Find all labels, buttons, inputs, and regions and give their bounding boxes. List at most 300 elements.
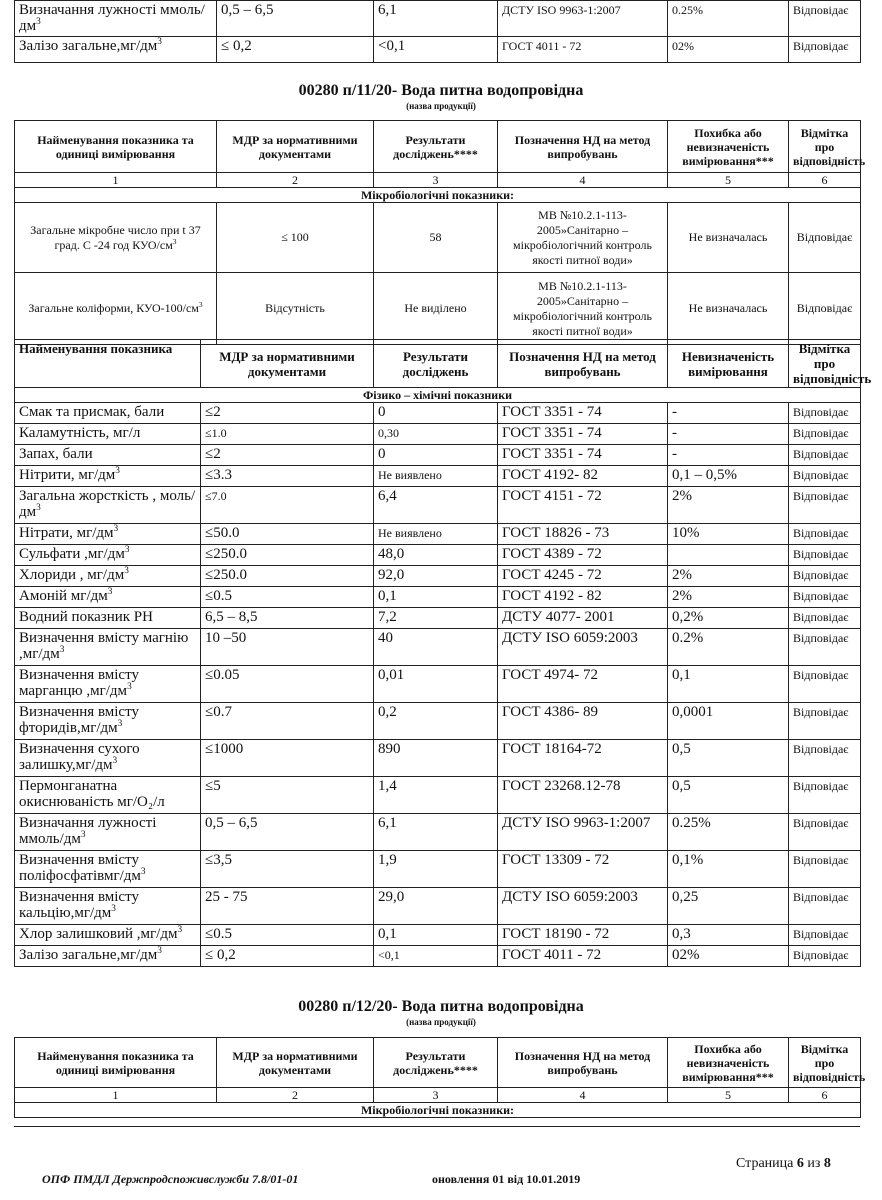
result-value — [374, 37, 498, 63]
page-counter — [736, 1156, 831, 1172]
indicator-name-text: Загальне коліформи, КУО-100/см — [28, 301, 199, 315]
result-value-text: 92,0 — [378, 567, 405, 583]
result-value — [374, 777, 498, 814]
conformity-mark — [789, 888, 861, 925]
uncertainty-value — [668, 946, 789, 967]
result-value-text: 7,2 — [378, 609, 397, 625]
indicator-name — [15, 703, 201, 740]
mdr-value-text: 10 –50 — [205, 630, 247, 646]
method-standard — [498, 851, 668, 888]
table-row — [15, 851, 861, 888]
uncertainty-value-text: 2% — [672, 588, 692, 604]
method-standard-text: ГОСТ 4974- 72 — [502, 667, 598, 683]
conformity-mark-text: Відповідає — [793, 426, 849, 440]
uncertainty-value-text: 0,5 — [672, 778, 691, 794]
method-standard — [498, 629, 668, 666]
result-value — [374, 524, 498, 545]
method-standard-text: ГОСТ 4011 - 72 — [502, 947, 602, 963]
indicator-name — [15, 524, 201, 545]
header-name: Найменування показника та одиниці вимірювання — [15, 121, 217, 173]
method-standard-text: ГОСТ 4245 - 72 — [502, 567, 602, 583]
indicator-name — [15, 487, 201, 524]
unit-exponent: 3 — [112, 756, 118, 766]
mdr-value — [217, 37, 374, 63]
result-value — [374, 424, 498, 445]
mdr-value-text: ≤0.7 — [205, 704, 232, 720]
indicator-name-text: Залізо загальне,мг/дм — [19, 947, 158, 963]
indicator-name-text: Смак та присмак, бали — [19, 404, 165, 420]
table-row — [15, 777, 861, 814]
method-standard — [498, 888, 668, 925]
header-results: Результати досліджень**** — [374, 1038, 498, 1088]
method-standard-text: ДСТУ ISO 6059:2003 — [502, 889, 638, 905]
mdr-value-text: ≤ 0,2 — [221, 38, 252, 54]
mdr-value — [201, 740, 374, 777]
table-row — [15, 203, 861, 273]
mdr-value — [201, 851, 374, 888]
mdr-value — [201, 424, 374, 445]
conformity-mark — [789, 946, 861, 967]
mdr-value-text: 0,5 – 6,5 — [205, 815, 258, 831]
uncertainty-value-text: - — [672, 425, 677, 441]
uncertainty-value-text: 2% — [672, 567, 692, 583]
uncertainty-value-text: 0,5 — [672, 741, 691, 757]
conformity-mark-text: Відповідає — [793, 39, 849, 53]
uncertainty-value — [668, 273, 789, 345]
mdr-value — [201, 629, 374, 666]
mdr-value — [201, 403, 374, 424]
conformity-mark — [789, 566, 861, 587]
mdr-value — [201, 566, 374, 587]
table-row — [15, 703, 861, 740]
uncertainty-value — [668, 666, 789, 703]
indicator-name-text: Загальне мікробне число при t 37 град. С -24 год КУО/см — [30, 222, 201, 252]
col-number: 3 — [374, 173, 498, 188]
mdr-value-text: 6,5 – 8,5 — [205, 609, 258, 625]
result-value — [374, 203, 498, 273]
mdr-value — [201, 466, 374, 487]
header-mark: Відмітка про відповідність — [789, 121, 861, 173]
col-number: 1 — [15, 1088, 217, 1103]
conformity-mark — [789, 777, 861, 814]
mdr-value — [201, 703, 374, 740]
conformity-mark — [789, 466, 861, 487]
footer-rule — [14, 1126, 860, 1127]
table-row — [15, 445, 861, 466]
result-value-text: Не виявлено — [378, 468, 442, 482]
table-row — [15, 888, 861, 925]
method-standard-text: ГОСТ 4389 - 72 — [502, 546, 602, 562]
conformity-mark-text: Відповідає — [793, 779, 849, 793]
indicator-name — [15, 629, 201, 666]
indicator-name-text: Пермонганатна окиснюваність мг/О₂/л — [19, 778, 165, 810]
conformity-mark-text: Відповідає — [793, 853, 849, 867]
header-mdr: МДР за нормативними документами — [217, 1038, 374, 1088]
phys-chem-table — [14, 339, 872, 967]
unit-exponent: 3 — [36, 503, 41, 513]
method-standard-text: ДСТУ 4077- 2001 — [502, 609, 615, 625]
method-standard-text: ДСТУ ISO 9963-1:2007 — [502, 815, 651, 831]
indicator-name-text: Хлориди , мг/дм — [19, 567, 125, 583]
conformity-mark — [789, 524, 861, 545]
indicator-name-text: Визначення вмісту фторидів,мг/дм — [19, 704, 139, 736]
table-row — [15, 403, 861, 424]
indicator-name — [15, 1, 217, 37]
footer-revision: оновлення 01 від 10.01.2019 — [432, 1172, 581, 1186]
indicator-name — [15, 424, 201, 445]
result-value-text: 58 — [429, 230, 442, 244]
conformity-mark-text: Відповідає — [793, 927, 849, 941]
method-standard-text: ГОСТ 18826 - 73 — [502, 525, 610, 541]
col-number: 5 — [668, 173, 789, 188]
header-mark: Відмітка про відповідність — [789, 1038, 861, 1088]
sample-subtitle: (назва продукції) — [406, 1017, 476, 1027]
uncertainty-value-text: 0,1 — [672, 667, 691, 683]
uncertainty-value-text: 0,1% — [672, 852, 704, 868]
uncertainty-value — [668, 777, 789, 814]
indicator-name-text: Визначання лужності ммоль/дм — [19, 815, 157, 847]
conformity-mark-text: Відповідає — [793, 705, 849, 719]
mdr-value-text: ≤ 0,2 — [205, 947, 236, 963]
conformity-mark-text: Відповідає — [793, 568, 849, 582]
sample-title: 00280 п/12/20- Вода питна водопровідна — [298, 998, 584, 1015]
method-standard-text: ГОСТ 4192 - 82 — [502, 588, 602, 604]
method-standard-text: ДСТУ ISO 9963-1:2007 — [502, 3, 621, 17]
col-number: 6 — [789, 173, 861, 188]
table-row — [15, 424, 861, 445]
uncertainty-value — [668, 629, 789, 666]
uncertainty-value — [668, 545, 789, 566]
indicator-name — [15, 445, 201, 466]
uncertainty-value — [668, 888, 789, 925]
table-row — [15, 524, 861, 545]
unit-exponent: 3 — [127, 682, 132, 692]
mdr-value-text: ≤0.05 — [205, 667, 240, 683]
uncertainty-value-text: 0.25% — [672, 3, 703, 17]
method-standard — [498, 403, 668, 424]
header-mdr: МДР за нормативними документами — [217, 121, 374, 173]
method-standard — [498, 946, 668, 967]
uncertainty-value-text: - — [672, 446, 677, 462]
method-standard-text: ГОСТ 23268.12-78 — [502, 778, 621, 794]
uncertainty-value — [668, 445, 789, 466]
result-value — [374, 629, 498, 666]
mdr-value — [217, 203, 374, 273]
method-standard-text: ГОСТ 3351 - 74 — [502, 446, 602, 462]
indicator-name — [15, 925, 201, 946]
method-standard — [498, 566, 668, 587]
conformity-mark-text: Відповідає — [793, 948, 849, 962]
uncertainty-value-text: 0,2% — [672, 609, 704, 625]
uncertainty-value — [668, 466, 789, 487]
uncertainty-value — [668, 37, 789, 63]
conformity-mark-text: Відповідає — [793, 405, 849, 419]
method-standard — [498, 814, 668, 851]
result-value — [374, 814, 498, 851]
conformity-mark — [789, 487, 861, 524]
uncertainty-value-text: Не визначалась — [688, 301, 768, 315]
indicator-name-text: Визначення вмісту поліфосфатівмг/дм — [19, 852, 141, 884]
indicator-name-text: Залізо загальне,мг/дм — [19, 38, 158, 54]
result-value — [374, 1, 498, 37]
method-standard-text: ГОСТ 18164-72 — [502, 741, 602, 757]
result-value-text: 0,2 — [378, 704, 397, 720]
table-row — [15, 925, 861, 946]
conformity-mark — [789, 814, 861, 851]
page-of-label: из — [807, 1156, 821, 1171]
uncertainty-value — [668, 1, 789, 37]
method-standard-text: ГОСТ 4386- 89 — [502, 704, 598, 720]
indicator-name — [15, 814, 201, 851]
result-value — [374, 925, 498, 946]
conformity-mark-text: Відповідає — [796, 230, 853, 244]
indicator-name — [15, 946, 201, 967]
unit-exponent: 3 — [157, 946, 162, 956]
unit-exponent: 3 — [124, 545, 130, 555]
result-value — [374, 851, 498, 888]
mdr-value-text: ≤7.0 — [205, 489, 227, 503]
conformity-mark-text: Відповідає — [793, 890, 849, 904]
result-value — [374, 703, 498, 740]
conformity-mark — [789, 203, 861, 273]
mdr-value-text: ≤1.0 — [205, 426, 227, 440]
indicator-name — [15, 666, 201, 703]
unit-exponent: 3 — [177, 925, 183, 935]
mdr-value — [217, 273, 374, 345]
header-name: Найменування показника та одиниці вимірювання — [15, 1038, 217, 1088]
table-row — [15, 37, 861, 63]
mdr-value — [201, 814, 374, 851]
uncertainty-value — [668, 566, 789, 587]
result-value — [374, 608, 498, 629]
mdr-value-text: ≤5 — [205, 778, 221, 794]
mdr-value — [201, 587, 374, 608]
result-value-text: 6,1 — [378, 815, 397, 831]
table-row — [15, 608, 861, 629]
method-standard — [498, 273, 668, 345]
result-value — [374, 403, 498, 424]
conformity-mark-text: Відповідає — [793, 447, 849, 461]
method-standard — [498, 777, 668, 814]
result-value-text: <0,1 — [378, 948, 400, 962]
indicator-name-text: Визначення сухого залишку,мг/дм — [19, 741, 140, 773]
method-standard — [498, 487, 668, 524]
conformity-mark-text: Відповідає — [793, 742, 849, 756]
conformity-mark-text: Відповідає — [793, 489, 849, 503]
header-name: Найменування показника — [15, 340, 201, 388]
mdr-value-text: ≤3,5 — [205, 852, 232, 868]
method-standard — [498, 925, 668, 946]
method-standard-text: ГОСТ 4011 - 72 — [502, 39, 582, 53]
table-row — [15, 1, 861, 37]
method-standard — [498, 545, 668, 566]
mdr-value — [201, 946, 374, 967]
method-standard-text: МВ №10.2.1-113-2005»Санітарно – мікробіологічний контроль якості питної води» — [513, 278, 652, 338]
unit-exponent: 3 — [117, 719, 123, 729]
col-number: 4 — [498, 1088, 668, 1103]
uncertainty-value-text: 0.2% — [672, 630, 704, 646]
table-row — [15, 587, 861, 608]
uncertainty-value — [668, 424, 789, 445]
conformity-mark — [789, 445, 861, 466]
result-value — [374, 273, 498, 345]
table-row — [15, 814, 861, 851]
method-standard — [498, 1, 668, 37]
uncertainty-value-text: 02% — [672, 947, 700, 963]
uncertainty-value — [668, 925, 789, 946]
unit-exponent: 3 — [198, 300, 203, 309]
result-value — [374, 888, 498, 925]
header-method: Позначення НД на метод випробувань — [498, 340, 668, 388]
table-row — [15, 545, 861, 566]
result-value-text: 6,1 — [378, 2, 397, 18]
header-mark: Відмітка про відповідність — [789, 340, 861, 388]
mdr-value — [201, 925, 374, 946]
col-number: 3 — [374, 1088, 498, 1103]
method-standard — [498, 445, 668, 466]
indicator-name — [15, 37, 217, 63]
page-total: 8 — [823, 1156, 831, 1171]
method-standard-text: ГОСТ 3351 - 74 — [502, 425, 602, 441]
indicator-name-text: Нітрити, мг/дм — [19, 467, 116, 483]
sample-title: 00280 п/11/20- Вода питна водопровідна — [298, 82, 584, 99]
conformity-mark — [789, 273, 861, 345]
page-number: 6 — [796, 1156, 804, 1171]
sample-subtitle: (назва продукції) — [406, 101, 476, 111]
mdr-value-text: ≤1000 — [205, 741, 244, 757]
indicator-name-text: Запах, бали — [19, 446, 93, 462]
conformity-mark — [789, 424, 861, 445]
unit-exponent: 3 — [113, 524, 119, 534]
mdr-value — [201, 777, 374, 814]
uncertainty-value-text: - — [672, 404, 677, 420]
result-value-text: 0,1 — [378, 926, 397, 942]
result-value — [374, 466, 498, 487]
uncertainty-value-text: 10% — [672, 525, 700, 541]
conformity-mark-text: Відповідає — [796, 301, 853, 315]
mdr-value — [201, 666, 374, 703]
header-uncertainty: Похибка або невизначеність вимірювання*** — [668, 1038, 789, 1088]
conformity-mark — [789, 608, 861, 629]
header-method: Позначення НД на метод випробувань — [498, 121, 668, 173]
conformity-mark — [789, 545, 861, 566]
conformity-mark — [789, 587, 861, 608]
result-value — [374, 587, 498, 608]
method-standard — [498, 424, 668, 445]
method-standard — [498, 740, 668, 777]
uncertainty-value — [668, 524, 789, 545]
mdr-value — [201, 888, 374, 925]
mdr-value-text: ≤250.0 — [205, 567, 247, 583]
result-value-text: 6,4 — [378, 488, 397, 504]
mdr-value — [217, 1, 374, 37]
conformity-mark-text: Відповідає — [793, 3, 849, 17]
method-standard — [498, 37, 668, 63]
mdr-value-text: 0,5 – 6,5 — [221, 2, 274, 18]
uncertainty-value-text: 0,25 — [672, 889, 699, 905]
mdr-value-text: Відсутність — [265, 301, 325, 315]
result-value-text: 40 — [378, 630, 393, 646]
unit-exponent: 3 — [157, 37, 162, 47]
mdr-value — [201, 487, 374, 524]
indicator-name — [15, 466, 201, 487]
table-row — [15, 466, 861, 487]
conformity-mark — [789, 740, 861, 777]
uncertainty-value — [668, 740, 789, 777]
uncertainty-value-text: 2% — [672, 488, 692, 504]
method-standard — [498, 524, 668, 545]
header-method: Позначення НД на метод випробувань — [498, 1038, 668, 1088]
mdr-value — [201, 524, 374, 545]
result-value-text: 0 — [378, 404, 386, 420]
top-results-table — [14, 0, 861, 63]
table-row — [15, 566, 861, 587]
unit-exponent: 3 — [80, 830, 86, 840]
header-uncertainty: Невизначеність вимірювання — [668, 340, 789, 388]
method-standard-text: ГОСТ 3351 - 74 — [502, 404, 602, 420]
method-standard — [498, 587, 668, 608]
table-row — [15, 629, 861, 666]
method-standard-text: ГОСТ 18190 - 72 — [502, 926, 610, 942]
col-number: 6 — [789, 1088, 861, 1103]
conformity-mark-text: Відповідає — [793, 547, 849, 561]
conformity-mark — [789, 629, 861, 666]
mdr-value-text: ≤250.0 — [205, 546, 247, 562]
indicator-name — [15, 888, 201, 925]
result-value-text: 0,01 — [378, 667, 405, 683]
indicator-name-text: Нітрати, мг/дм — [19, 525, 114, 541]
unit-exponent: 3 — [36, 17, 41, 27]
table-row — [15, 666, 861, 703]
uncertainty-value — [668, 487, 789, 524]
conformity-mark-text: Відповідає — [793, 526, 849, 540]
unit-exponent: 3 — [140, 867, 146, 877]
conformity-mark — [789, 851, 861, 888]
method-standard-text: ГОСТ 4151 - 72 — [502, 488, 602, 504]
uncertainty-value — [668, 203, 789, 273]
indicator-name-text: Каламутність, мг/л — [19, 425, 141, 441]
method-standard-text: ГОСТ 4192- 82 — [502, 467, 598, 483]
uncertainty-value-text: 0.25% — [672, 815, 711, 831]
mdr-value — [201, 445, 374, 466]
indicator-name — [15, 273, 217, 345]
result-value — [374, 566, 498, 587]
indicator-name — [15, 740, 201, 777]
footer-org: ОПФ ПМДЛ Держпродспоживслужби 7.8/01-01 — [42, 1172, 299, 1186]
indicator-name — [15, 851, 201, 888]
header-results: Результати досліджень — [374, 340, 498, 388]
uncertainty-value-text: 0,1 – 0,5% — [672, 467, 737, 483]
table-row — [15, 946, 861, 967]
col-number: 1 — [15, 173, 217, 188]
indicator-name-text: Визначання лужності ммоль/дм — [19, 2, 205, 34]
unit-exponent: 3 — [111, 904, 116, 914]
unit-exponent: 3 — [107, 587, 113, 597]
result-value-text: Не виділено — [404, 301, 467, 315]
section-title: Фізико – хімічні показники — [15, 388, 861, 403]
result-value-text: 48,0 — [378, 546, 405, 562]
indicator-name — [15, 777, 201, 814]
mdr-value-text: ≤3.3 — [205, 467, 232, 483]
page-label: Страница — [736, 1156, 794, 1171]
uncertainty-value-text: 0,3 — [672, 926, 691, 942]
uncertainty-value-text: 02% — [672, 39, 694, 53]
result-value-text: Не виявлено — [378, 526, 442, 540]
result-value-text: <0,1 — [378, 38, 406, 54]
method-standard-text: ГОСТ 13309 - 72 — [502, 852, 610, 868]
indicator-name-text: Визначення вмісту марганцю ,мг/дм — [19, 667, 139, 699]
indicator-name — [15, 203, 217, 273]
